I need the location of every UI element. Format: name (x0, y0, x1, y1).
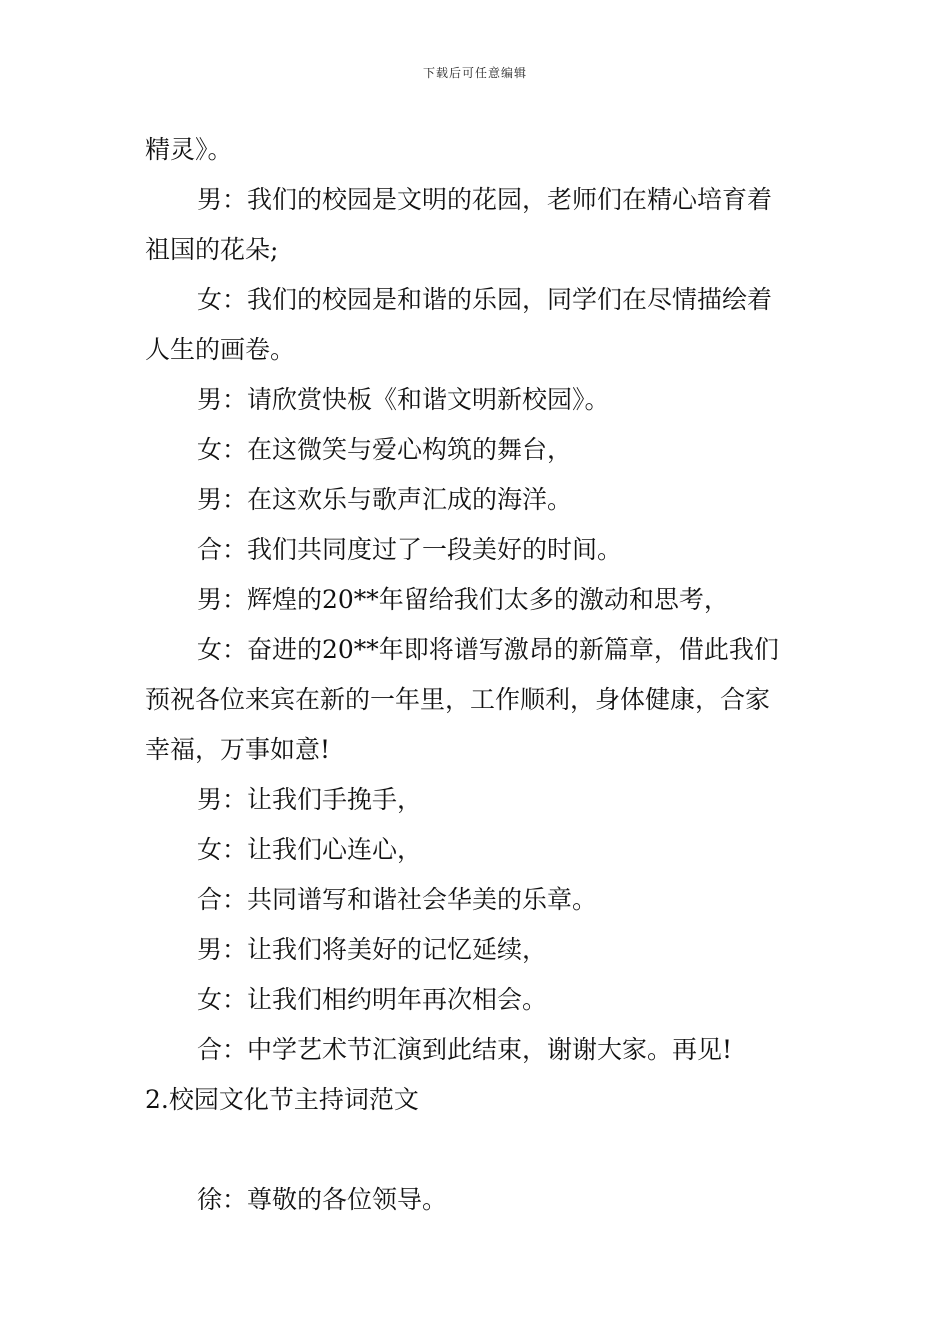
text-line: 人生的画卷。 (145, 335, 296, 364)
dialogue-line: 徐：尊敬的各位领导。 (197, 1185, 448, 1214)
section-heading: 2.校园文化节主持词范文 (145, 1085, 419, 1114)
text-line: 精灵》。 (145, 135, 233, 164)
dialogue-line: 男：辉煌的20**年留给我们太多的激动和思考， (197, 585, 729, 614)
dialogue-line: 女：在这微笑与爱心构筑的舞台， (197, 435, 573, 464)
dialogue-line: 合：中学艺术节汇演到此结束，谢谢大家。再见! (197, 1035, 733, 1064)
dialogue-line: 男：在这欢乐与歌声汇成的海洋。 (197, 485, 573, 514)
dialogue-line: 女：奋进的20**年即将谱写激昂的新篇章，借此我们 (197, 635, 779, 664)
page-header: 下载后可任意编辑 (422, 66, 527, 80)
text-line: 预祝各位来宾在新的一年里，工作顺利，身体健康，合家 (145, 685, 771, 714)
dialogue-line: 合：我们共同度过了一段美好的时间。 (197, 535, 623, 564)
text-line: 幸福，万事如意! (145, 735, 331, 764)
dialogue-line: 女：我们的校园是和谐的乐园，同学们在尽情描绘着 (197, 285, 773, 314)
dialogue-line: 女：让我们心连心， (197, 835, 423, 864)
text-line: 祖国的花朵; (145, 235, 279, 264)
blank-line (145, 1125, 810, 1175)
dialogue-line: 男：让我们将美好的记忆延续， (197, 935, 548, 964)
dialogue-line: 合：共同谱写和谐社会华美的乐章。 (197, 885, 598, 914)
dialogue-line: 男：让我们手挽手， (197, 785, 423, 814)
dialogue-line: 男：我们的校园是文明的花园，老师们在精心培育着 (197, 185, 773, 214)
document-body (145, 125, 810, 1225)
dialogue-line: 女：让我们相约明年再次相会。 (197, 985, 548, 1014)
dialogue-line: 男：请欣赏快板《和谐文明新校园》。 (197, 385, 610, 414)
